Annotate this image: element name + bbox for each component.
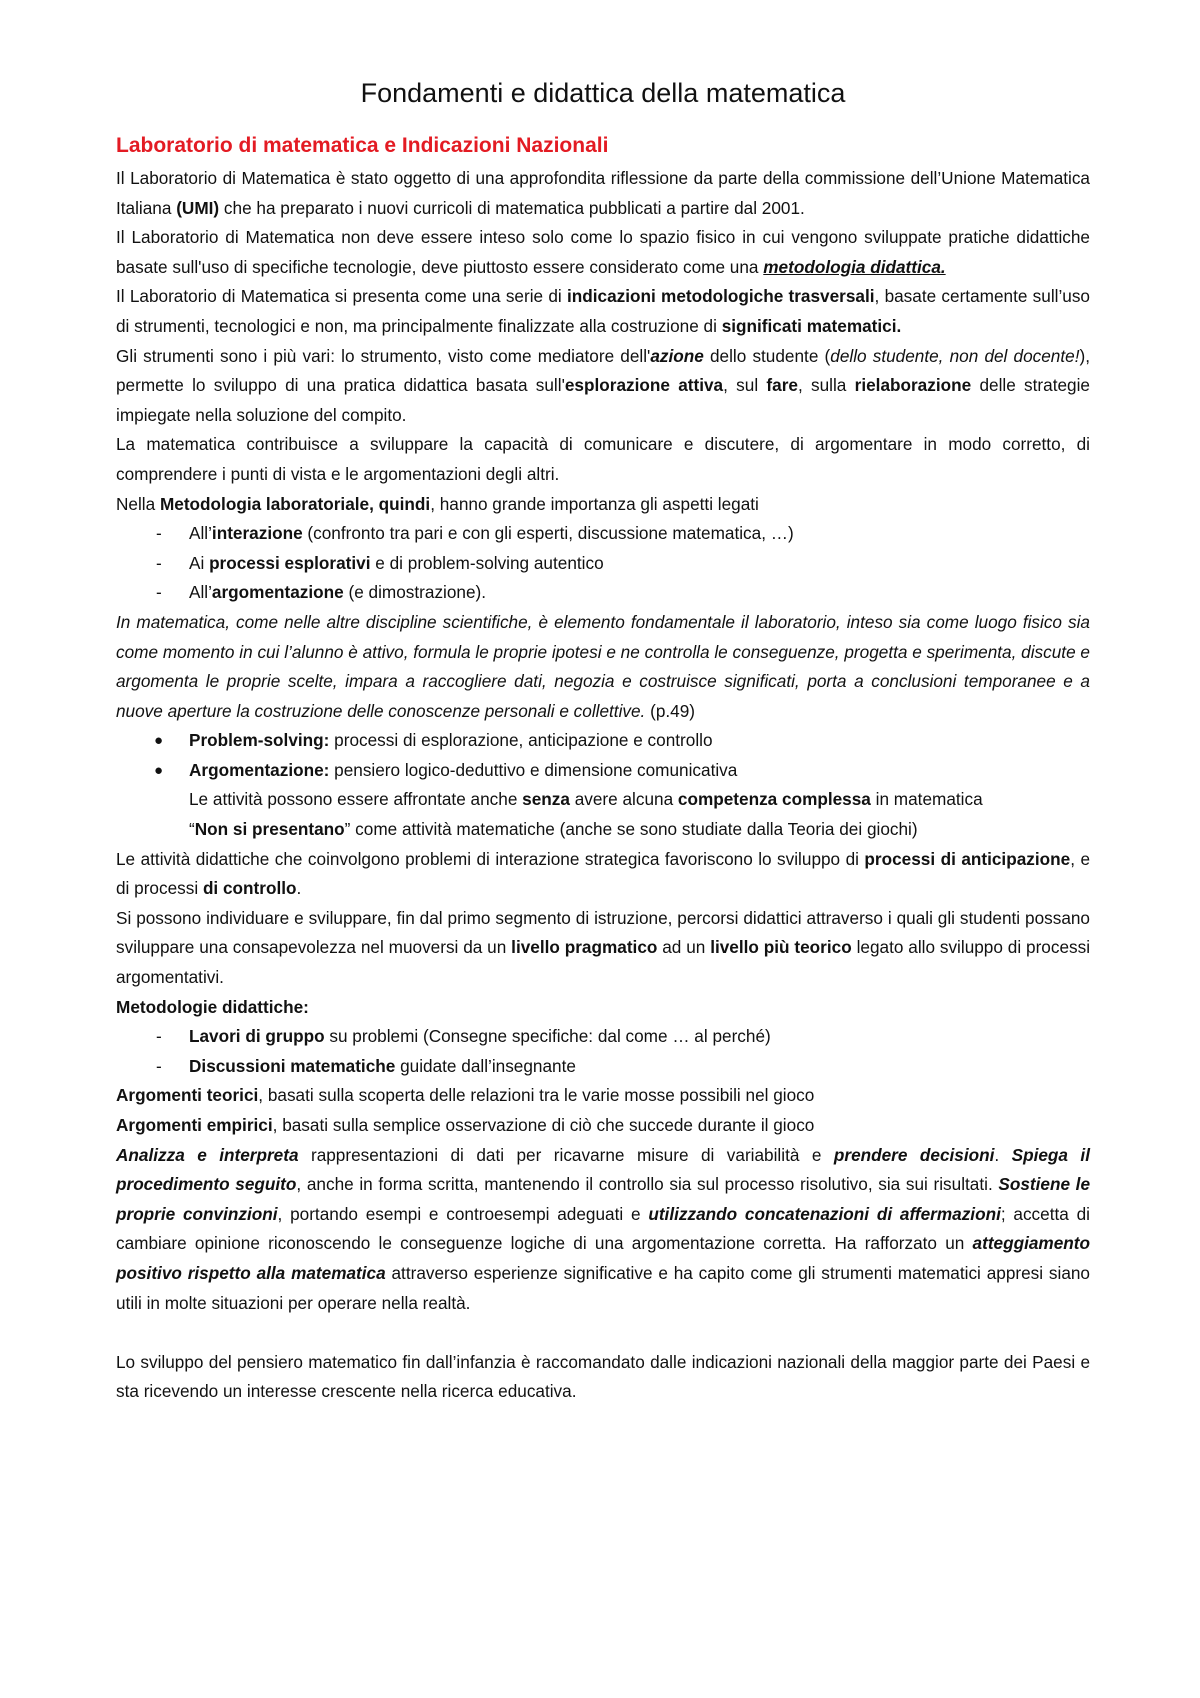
paragraph-infanzia: Lo sviluppo del pensiero matematico fin dall’infanzia è raccomandato dalle indicazioni nazionali della maggior parte dei Paesi e sta ricevendo un interesse crescente nella ricerca educativa. xyxy=(116,1351,1090,1402)
section-title: Laboratorio di matematica e Indicazioni Nazionali xyxy=(116,134,609,157)
dash-marker: - xyxy=(156,523,162,544)
paragraph-gap xyxy=(116,1318,1090,1348)
paragraph-interazione: Le attività didattiche che coinvolgono problemi di interazione strategica favoriscono lo sviluppo di processi di anticipazione, e di processi di controllo. xyxy=(116,848,1090,899)
aspects-list xyxy=(116,519,1090,608)
list-item: - All’interazione (confronto tra pari e con gli esperti, discussione matematica, …) xyxy=(116,519,1090,549)
paragraph-umi: Il Laboratorio di Matematica è stato oggetto di una approfondita riflessione da parte della commissione dell’Unione Matematica Italiana (UMI) che ha preparato i nuovi curricoli di matematica pubblicati a partire dal 2001. xyxy=(116,168,1090,218)
list-item: ● Problem-solving: processi di esplorazione, anticipazione e controllo xyxy=(116,726,1090,756)
paragraph-strumenti: Gli strumenti sono i più vari: lo strumento, visto come mediatore dell'azione dello studente (dello studente, non del docente!), permette lo sviluppo di una pratica didattica basata sull'esplorazione attiva, sul fare, sulla rielaborazione delle strategie impiegate nella soluzione del compito. xyxy=(116,345,1090,425)
paragraph-argomenti-empirici: Argomenti empirici, basati sulla semplice osservazione di ciò che succede durante il gioco xyxy=(116,1115,815,1135)
list-item: - Discussioni matematiche guidate dall’insegnante xyxy=(116,1052,1090,1082)
paragraph-indicazioni: Il Laboratorio di Matematica si presenta come una serie di indicazioni metodologiche trasversali, basate certamente sull’uso di strumenti, tecnologici e non, ma principalmente finalizzate alla costruzione di significati matematici. xyxy=(116,286,1090,336)
page-title: Fondamenti e didattica della matematica xyxy=(360,78,846,108)
dash-marker: - xyxy=(156,1055,162,1076)
list-item: - All’argomentazione (e dimostrazione). xyxy=(116,578,1090,608)
paragraph-percorsi: Si possono individuare e sviluppare, fin dal primo segmento di istruzione, percorsi didattici attraverso i quali gli studenti possano sviluppare una consapevolezza nel muoversi da un livello pragmatico ad un livello più teorico legato allo sviluppo di processi argomentativi. xyxy=(116,907,1091,988)
paragraph-traguardi: Analizza e interpreta rappresentazioni di dati per ricavarne misure di variabilità e prendere decisioni. Spiega il procedimento seguito, anche in forma scritta, mantenendo il controllo sia sul processo risolutivo, sia sui risultati. Sostiene le proprie convinzioni, portando esempi e controesempi adeguati e utilizzando concatenazioni di affermazioni; accetta di cambiare opinione riconoscendo le conseguenze logiche di una argomentazione corretta. Ha rafforzato un atteggiamento positivo rispetto alla matematica attraverso esperienze significative e ha capito come gli strumenti matematici appresi siano utili in molte situazioni per operare nella realtà. xyxy=(116,1144,1091,1313)
dash-marker: - xyxy=(156,1026,162,1047)
sub-paragraph-giochi: “Non si presentano” come attività matematiche (anche se sono studiate dalla Teoria dei giochi) xyxy=(189,819,918,840)
sub-paragraph-competenza: Le attività possono essere affrontate anche senza avere alcuna competenza complessa in matematica xyxy=(189,789,983,810)
paragraph-comunicare: La matematica contribuisce a sviluppare la capacità di comunicare e discutere, di argomentare in modo corretto, di comprendere i punti di vista e le argomentazioni degli altri. xyxy=(116,434,1090,484)
quote-indicazioni: In matematica, come nelle altre discipline scientifiche, è elemento fondamentale il laboratorio, inteso sia come luogo fisico sia come momento in cui l’alunno è attivo, formula le proprie ipotesi e ne controlla le conseguenze, progetta e sperimenta, discute e argomenta le proprie scelte, impara a raccogliere dati, negozia e costruisce significati, porta a conclusioni temporanee e a nuove aperture la costruzione delle conoscenze personali e collettive. (p.49) xyxy=(116,611,1090,721)
list-item: - Ai processi esplorativi e di problem-solving autentico xyxy=(116,549,1090,579)
methods-list xyxy=(116,1022,1090,1081)
bullet-marker: ● xyxy=(154,732,164,750)
paragraph-metodologia: Il Laboratorio di Matematica non deve essere inteso solo come lo spazio fisico in cui vengono sviluppate pratiche didattiche basate sull'uso di specifiche tecnologie, deve piuttosto essere considerato come una metodologia didattica. xyxy=(116,227,1090,277)
bullet-marker: ● xyxy=(154,761,164,779)
paragraph-laboratoriale: Nella Metodologia laboratoriale, quindi, hanno grande importanza gli aspetti legati xyxy=(116,493,759,514)
processes-list xyxy=(116,726,1090,785)
paragraph-argomenti-teorici: Argomenti teorici, basati sulla scoperta delle relazioni tra le varie mosse possibili nel gioco xyxy=(116,1085,815,1106)
methods-title: Metodologie didattiche: xyxy=(116,996,309,1017)
dash-marker: - xyxy=(156,582,162,603)
document-body xyxy=(116,76,1090,1407)
dash-marker: - xyxy=(156,552,162,573)
list-item: - Lavori di gruppo su problemi (Consegne specifiche: dal come … al perché) xyxy=(116,1022,1090,1052)
list-item: ● Argomentazione: pensiero logico-deduttivo e dimensione comunicativa xyxy=(116,756,1090,786)
